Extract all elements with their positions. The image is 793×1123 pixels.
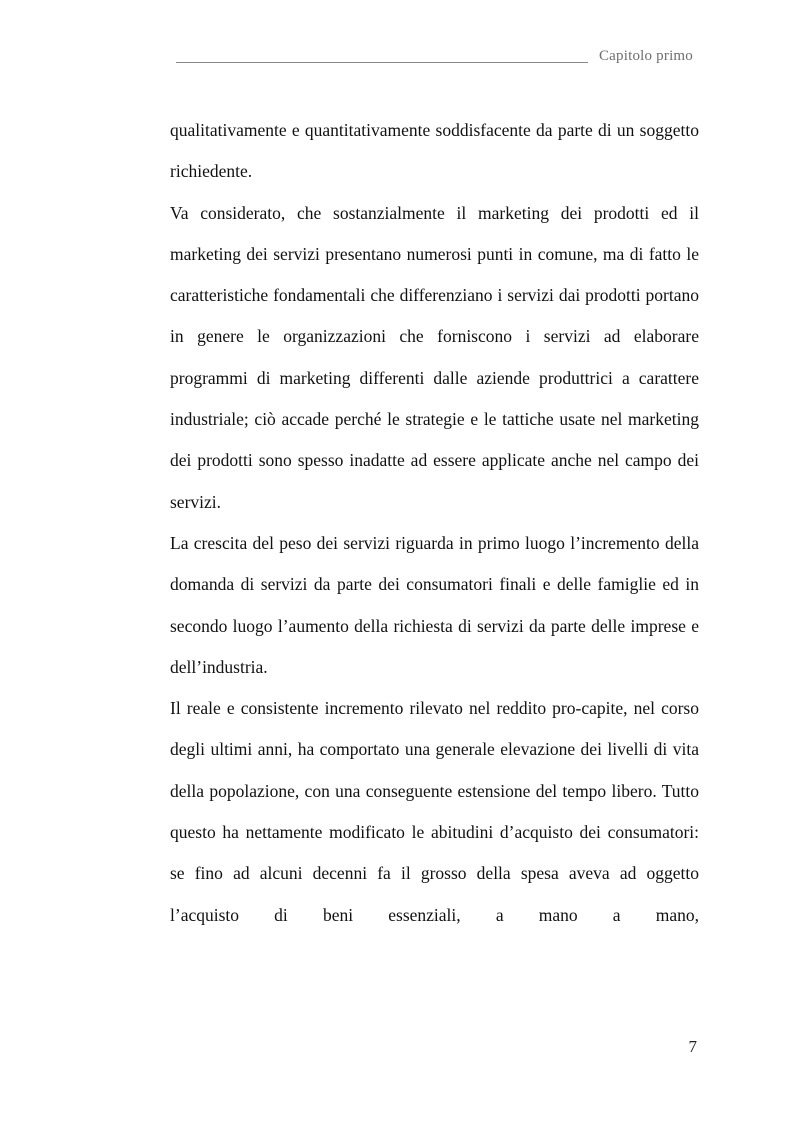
page-body: [170, 110, 699, 936]
header-rule: [176, 62, 588, 63]
paragraph-4: Il reale e consistente incremento rilevato nel reddito pro-capite, nel corso degli ultimi anni, ha comportato una generale elevazione dei livelli di vita della popolazione, con una conseguente estensione del tempo libero. Tutto questo ha nettamente modificato le abitudini d’acquisto dei consumatori: se fino ad alcuni decenni fa il grosso della spesa aveva ad oggetto l’acquisto di beni essenziali, a mano a mano,: [170, 698, 699, 925]
page-number: 7: [688, 1037, 697, 1056]
paragraph-2: Va considerato, che sostanzialmente il marketing dei prodotti ed il marketing dei servizi presentano numerosi punti in comune, ma di fatto le caratteristiche fondamentali che differenziano i servizi dai prodotti portano in genere le organizzazioni che forniscono i servizi ad elaborare programmi di marketing differenti dalle aziende produttrici a carattere industriale; ciò accade perché le strategie e le tattiche usate nel marketing dei prodotti sono spesso inadatte ad essere applicate anche nel campo dei servizi.: [170, 202, 699, 512]
paragraph-1: qualitativamente e quantitativamente soddisfacente da parte di un soggetto richiedente.: [170, 120, 699, 182]
running-header-chapter-title: Capitolo primo: [598, 48, 693, 64]
paragraph-3: La crescita del peso dei servizi riguarda in primo luogo l’incremento della domanda di servizi da parte dei consumatori finali e delle famiglie ed in secondo luogo l’aumento della richiesta di servizi da parte delle imprese e dell’industria.: [170, 532, 699, 677]
